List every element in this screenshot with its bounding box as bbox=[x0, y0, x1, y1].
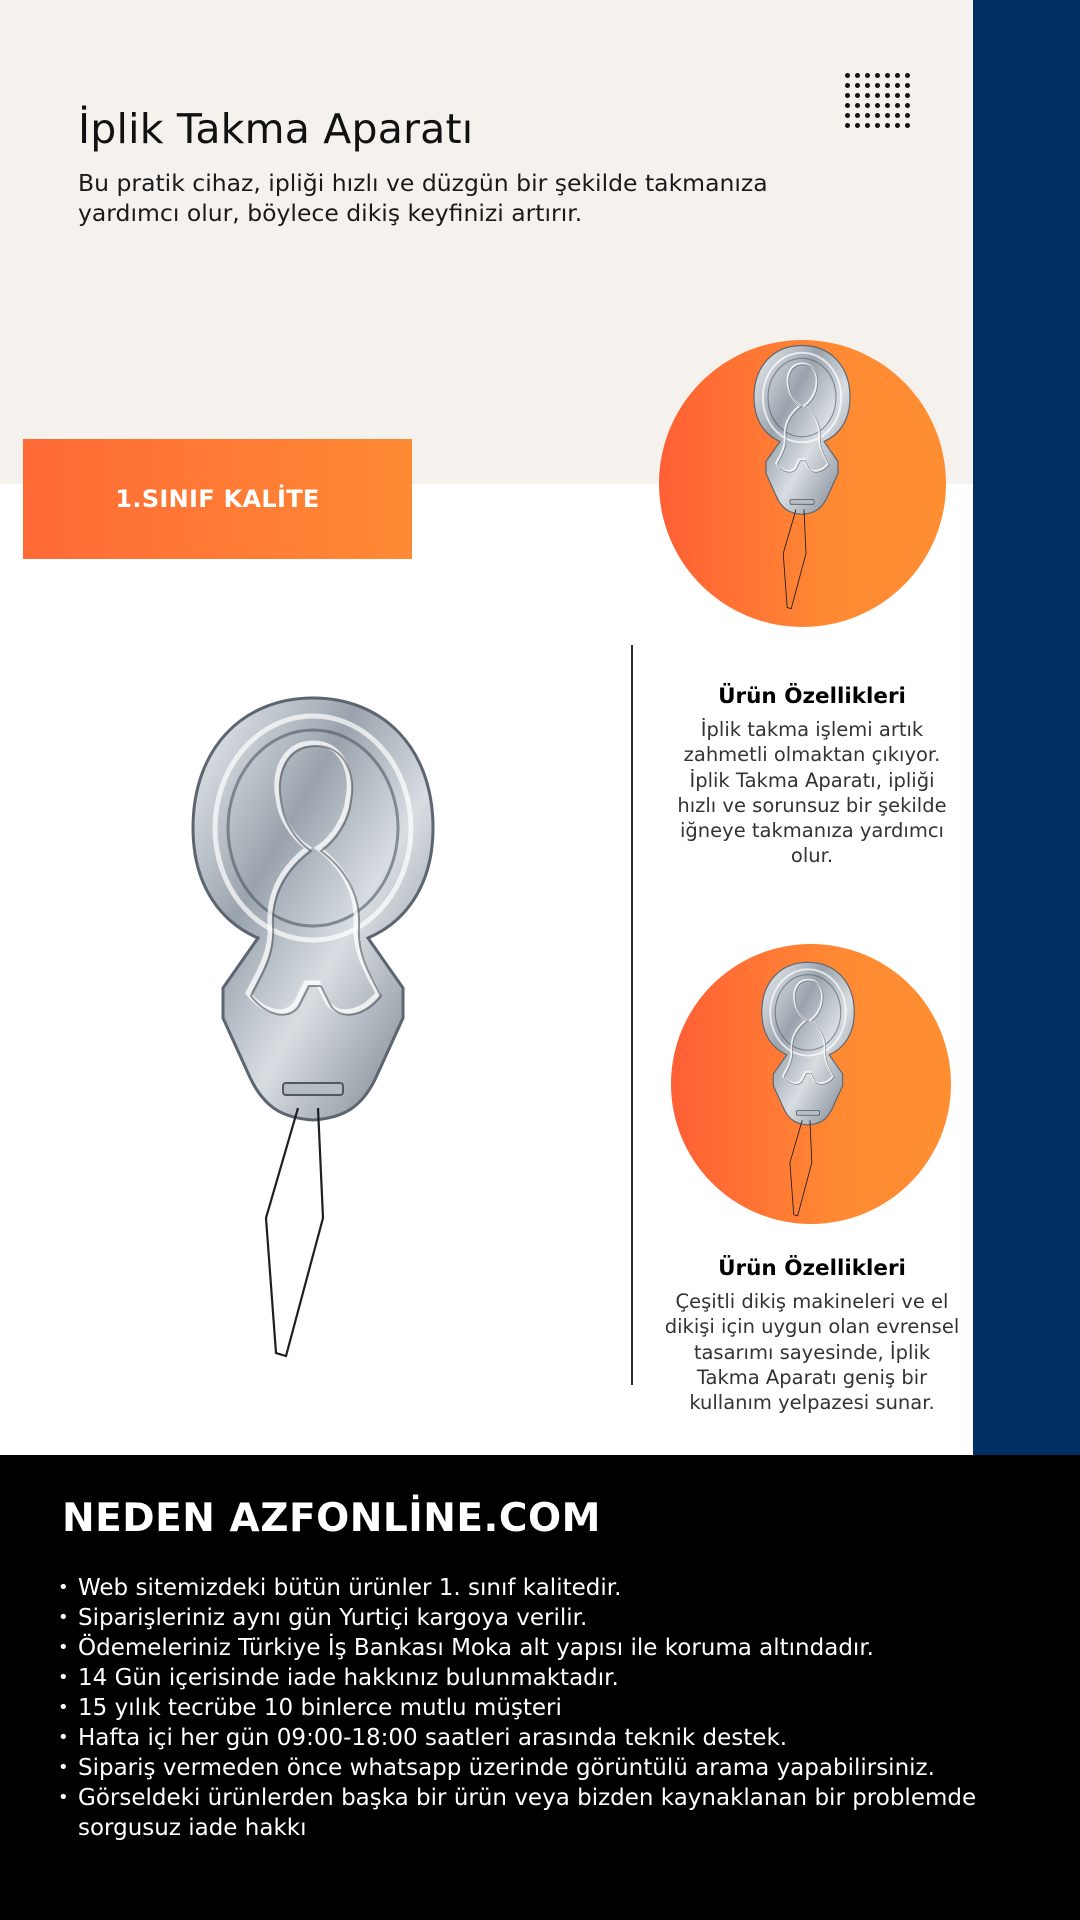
dot bbox=[875, 123, 880, 128]
benefit-item: • Ödemeleriniz Türkiye İş Bankası Moka alt yapısı ile koruma altındadır. bbox=[58, 1633, 1038, 1663]
dot bbox=[855, 93, 860, 98]
dot bbox=[885, 103, 890, 108]
dot-grid-decoration bbox=[845, 73, 915, 133]
dot bbox=[905, 103, 910, 108]
dot bbox=[855, 103, 860, 108]
dot bbox=[865, 113, 870, 118]
feature-block-2 bbox=[664, 1256, 960, 1415]
footer-title: NEDEN AZFONLİNE.COM bbox=[62, 1496, 601, 1541]
benefit-item: • Siparişleriniz aynı gün Yurtiçi kargoya verilir. bbox=[58, 1603, 1038, 1633]
dot bbox=[845, 123, 850, 128]
quality-badge-label: 1.SINIF KALİTE bbox=[115, 485, 320, 513]
dot bbox=[865, 123, 870, 128]
benefit-item: • Sipariş vermeden önce whatsapp üzerinde görüntülü arama yapabilirsiniz. bbox=[58, 1753, 1038, 1783]
dot bbox=[875, 73, 880, 78]
dot bbox=[905, 93, 910, 98]
dot bbox=[885, 93, 890, 98]
dot bbox=[905, 123, 910, 128]
dot bbox=[885, 123, 890, 128]
feature-title: Ürün Özellikleri bbox=[718, 1256, 906, 1281]
dot bbox=[905, 83, 910, 88]
dot bbox=[895, 113, 900, 118]
dot bbox=[895, 83, 900, 88]
dot bbox=[875, 83, 880, 88]
benefit-item: • Web sitemizdeki bütün ürünler 1. sınıf kalitedir. bbox=[58, 1573, 1038, 1603]
dot bbox=[875, 93, 880, 98]
dot bbox=[855, 83, 860, 88]
dot bbox=[855, 113, 860, 118]
dot bbox=[865, 93, 870, 98]
dot bbox=[845, 103, 850, 108]
dot bbox=[905, 73, 910, 78]
benefit-item: • 14 Gün içerisinde iade hakkınız bulunmaktadır. bbox=[58, 1663, 1038, 1693]
dot bbox=[855, 73, 860, 78]
dot bbox=[885, 113, 890, 118]
benefit-item: • Hafta içi her gün 09:00-18:00 saatleri arasında teknik destek. bbox=[58, 1723, 1038, 1753]
dot bbox=[895, 73, 900, 78]
threader-product-image-small-bottom bbox=[756, 946, 860, 1231]
threader-product-image-main bbox=[178, 688, 448, 1363]
navy-side-bar bbox=[973, 0, 1080, 1455]
dot bbox=[845, 93, 850, 98]
why-us-footer bbox=[0, 1455, 1080, 1920]
dot bbox=[905, 113, 910, 118]
dot bbox=[845, 83, 850, 88]
dot bbox=[885, 73, 890, 78]
dot bbox=[885, 83, 890, 88]
benefits-list bbox=[58, 1573, 1038, 1843]
vertical-divider bbox=[631, 645, 633, 1385]
dot bbox=[875, 113, 880, 118]
dot bbox=[845, 73, 850, 78]
dot bbox=[865, 83, 870, 88]
quality-badge bbox=[23, 439, 412, 559]
page-title: İplik Takma Aparatı bbox=[78, 105, 474, 153]
dot bbox=[895, 103, 900, 108]
dot bbox=[875, 103, 880, 108]
feature-text: İplik takma işlemi artık zahmetli olmaktan çıkıyor. İplik Takma Aparatı, ipliği hızlı ve sorunsuz bir şekilde iğneye takmanıza yardımcı olur. bbox=[677, 718, 947, 868]
feature-text: Çeşitli dikiş makineleri ve el dikişi için uygun olan evrensel tasarımı sayesinde, İplik Takma Aparatı geniş bir kullanım yelpazesi sunar. bbox=[664, 1290, 960, 1415]
dot bbox=[865, 103, 870, 108]
benefit-item: • 15 yılık tecrübe 10 binlerce mutlu müşteri bbox=[58, 1693, 1038, 1723]
dot bbox=[845, 113, 850, 118]
feature-title: Ürün Özellikleri bbox=[718, 684, 906, 709]
page-subtitle: Bu pratik cihaz, ipliği hızlı ve düzgün bir şekilde takmanıza yardımcı olur, böylece dikiş keyfinizi artırır. bbox=[78, 169, 768, 227]
dot bbox=[865, 73, 870, 78]
dot bbox=[895, 123, 900, 128]
dot bbox=[895, 93, 900, 98]
dot bbox=[855, 123, 860, 128]
feature-block-1 bbox=[676, 684, 948, 869]
threader-product-image-small-top bbox=[748, 334, 856, 619]
benefit-item: • Görseldeki ürünlerden başka bir ürün veya bizden kaynaklanan bir problemde sorgusuz iade hakkı bbox=[58, 1783, 1038, 1843]
